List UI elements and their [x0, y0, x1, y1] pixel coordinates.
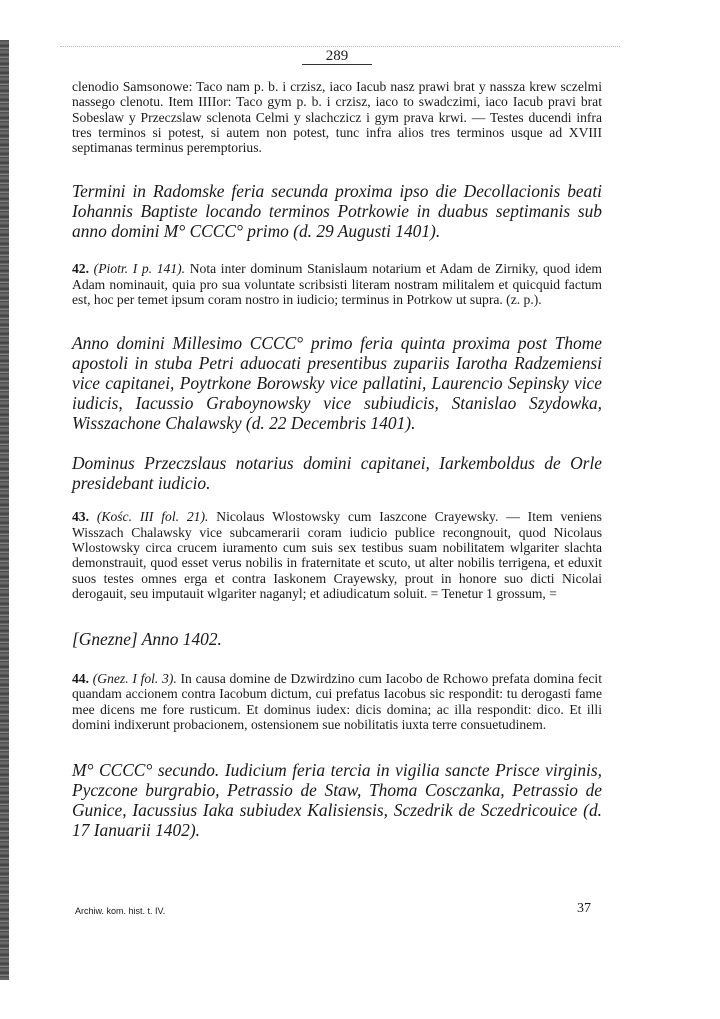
- signature-mark: Archiw. kom. hist. t. IV.: [75, 906, 166, 916]
- document-page: [72, 48, 602, 862]
- section-heading-1401: Anno domini Millesimo CCCC° primo feria quinta proxima post Thome apostoli in stuba Petri aduocati presentibus zupariis Iarotha Radzemiensi vice capitanei, Poytrkone Borowsky vice pallatini, Laurencio Sepinsky vice iudicis, Iacussio Graboynowsky vice subiudicis, Stanislao Szydowka, Wisszachone Chalawsky (d. 22 Decembris 1401).: [72, 333, 602, 434]
- entry-text: In causa domine de Dzwirdzino cum Iacobo de Rchowo prefata domina fecit quandam accionem contra Iacobum dictum, cui prefatus Iacobus sic respondit: tu derogasti fame mee dicens me fore rusticum. Et dominus iudex: dicis domina; ac illa respondit: dico. Et illi domini indixerunt probacionem, ostensionem sue nobilitatis iuxta terre consuetudinem.: [72, 671, 602, 733]
- page-footer: [75, 901, 591, 916]
- section-heading-gnezne: [Gnezne] Anno 1402.: [72, 629, 222, 650]
- entry-number: 44.: [72, 671, 89, 687]
- section-heading-presidents: Dominus Przeczslaus notarius domini capitanei, Iarkemboldus de Orle presidebant iudicio.: [72, 453, 602, 494]
- entry-reference: (Gnez. I fol. 3).: [92, 671, 177, 687]
- entry-number: 43.: [72, 509, 89, 525]
- entry-number: 42.: [72, 261, 89, 277]
- continuation-paragraph: clenodio Samsonowe: Taco nam p. b. i crzisz, iaco Iacub nasz prawi brat y nassza krew sczelmi nassego clenotu. Item IIIIor: Taco gym p. b. i crzisz, iaco to swadczimi, iaco Iacub pravi brat Sobeslaw y Przeczslaw sclenota Celmi y slachczicz i gym prava krwi. — Testes ducendi infra tres terminos si potest, si autem non potest, tunc infra alios tres terminos usque ad XVIII septimanas terminus peremptorius.: [72, 79, 602, 156]
- section-heading-1402: M° CCCC° secundo. Iudicium feria tercia in vigilia sancte Prisce virginis, Pyczcone burgrabio, Petrassio de Staw, Thoma Cosczanka, Petrassio de Gunice, Iacussius Iaka subiudex Kalisiensis, Sczedrik de Sczedricouice (d. 17 Ianuarii 1402).: [72, 760, 602, 841]
- entry-43: [72, 509, 602, 601]
- page-number-text: 289: [302, 48, 373, 65]
- entry-reference: (Piotr. I p. 141).: [93, 261, 186, 277]
- section-heading-radomske: Termini in Radomske feria secunda proxima ipso die Decollacionis beati Iohannis Baptiste locando terminos Potrkowie in duabus septimanis sub anno domini M° CCCC° primo (d. 29 Augusti 1401).: [72, 181, 602, 242]
- entry-42: [72, 261, 602, 307]
- entry-44: [72, 671, 602, 732]
- page-number: [72, 48, 602, 65]
- scan-binding-edge: [0, 40, 9, 980]
- sheet-number: 37: [577, 901, 591, 916]
- entry-text: Nicolaus Wlostowsky cum Iaszcone Crayewsky. — Item veniens Wisszach Chalawsky vice subcamerarii coram iudicio publice recongnouit, quod Nicolaus Wlostowsky circa crucem iuramento cum suis sex testibus suam nobilitatem wlgariter slachta demonstrauit, quod esset verus nobilis in fraternitate et scuto, ut alter nobilis terrigena, et eduxit suos testes omnes erga et contra Iaskonem Crayewsky, prout in honore suo dicti Nicolai derogauit, seu imputauit wlgariter naganyl; et adiudicatum soluit. = Tenetur 1 grossum, =: [72, 509, 602, 601]
- entry-reference: (Kośc. III fol. 21).: [96, 509, 209, 525]
- entry-text: Nota inter dominum Stanislaum notarium et Adam de Zirniky, quod idem Adam nominauit, quia pro sua voluntate scribsisti literam nostram militalem et quicquid factum est, hoc per temet ipsum coram nostro in iudicio; terminus in Potrkow ut supra. (z. p.).: [72, 261, 602, 308]
